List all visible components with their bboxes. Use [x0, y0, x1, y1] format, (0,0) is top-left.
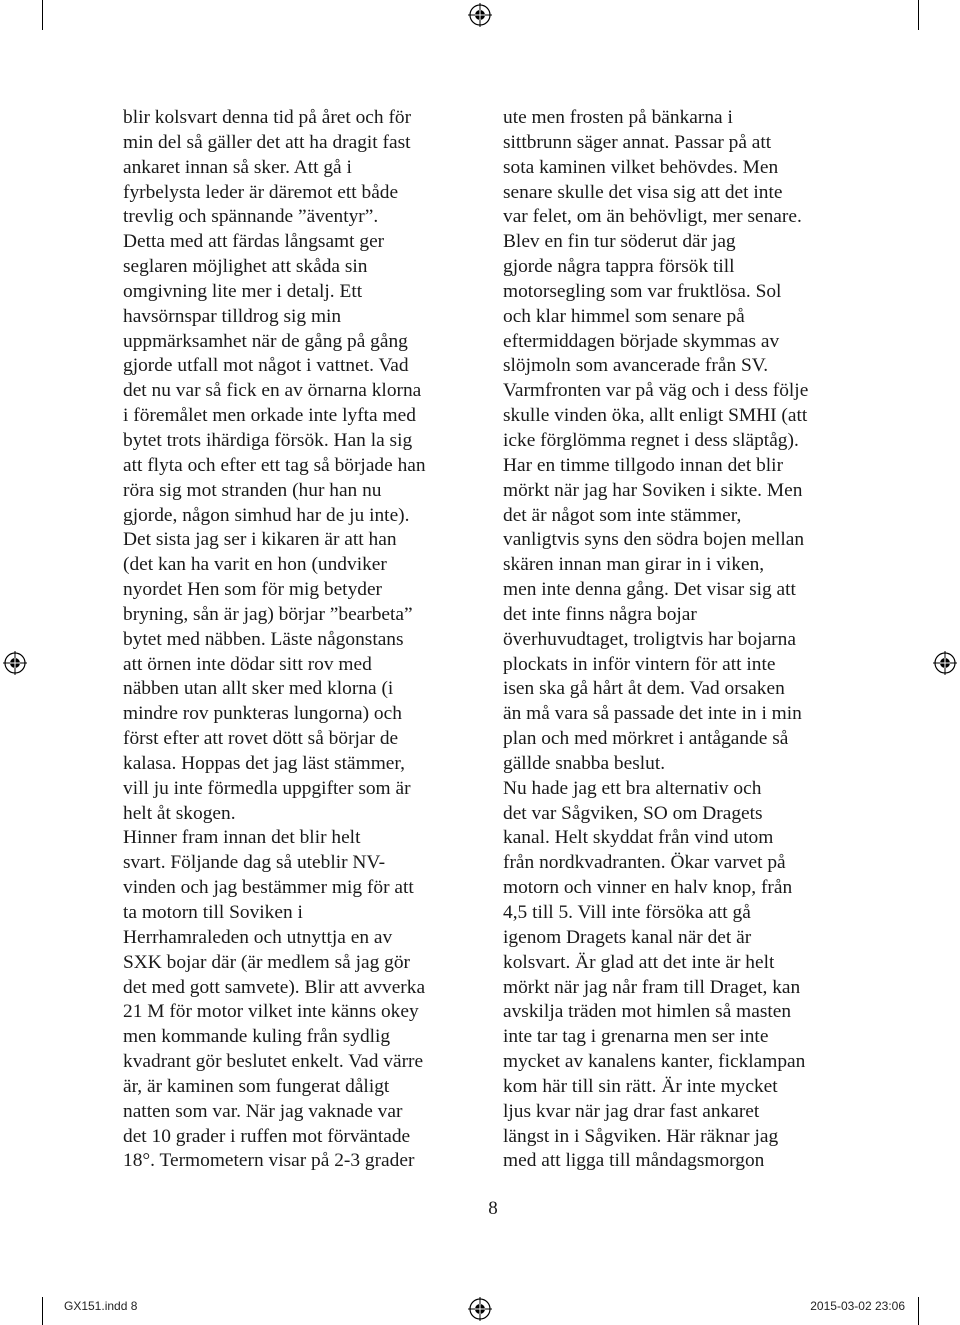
text-line: kom här till sin rätt. Är inte mycket	[503, 1075, 778, 1097]
text-line: svart. Följande dag så uteblir NV-	[123, 852, 386, 874]
text-line: skären innan man girar in i viken,	[503, 554, 765, 576]
text-line: senare skulle det visa sig att det inte	[503, 181, 783, 203]
text-line: seglaren möjlighet att skåda sin	[123, 256, 368, 278]
right-column	[503, 106, 808, 1174]
text-line: näbben utan allt sker med klorna (i	[123, 678, 394, 700]
text-line: men kommande kuling från sydlig	[123, 1026, 391, 1048]
text-line: plockats in inför vintern för att inte	[503, 653, 776, 675]
text-line: Herrhamraleden och utnyttja en av	[123, 926, 393, 948]
text-line: skulle vinden öka, allt enligt SMHI (att	[503, 405, 808, 427]
text-line: men inte denna gång. Det visar sig att	[503, 579, 796, 601]
text-line: eftermiddagen började skymmas av	[503, 330, 780, 352]
text-line: det inte finns några bojar	[503, 603, 697, 625]
text-line: ljus kvar när jag drar fast ankaret	[503, 1100, 760, 1122]
text-line: nyordet Hen som för mig betyder	[123, 579, 383, 601]
text-line: kvadrant gör beslutet enkelt. Vad värre	[123, 1051, 424, 1073]
text-line: mindre rov punkteras lungorna) och	[123, 703, 402, 725]
text-line: motorsegling som var fruktlösa. Sol	[503, 280, 782, 302]
text-line: plan och med mörkret i antågande så	[503, 728, 789, 750]
text-line: icke förglömma regnet i dess släptåg).	[503, 429, 799, 451]
crop-mark-bottom-left	[42, 1297, 43, 1325]
left-column	[123, 106, 426, 1174]
text-line: ta motorn till Soviken i	[123, 902, 303, 923]
text-line: omgivning lite mer i detalj. Ett	[123, 280, 363, 302]
registration-mark-icon	[468, 1297, 492, 1321]
text-line: trevlig och spännande ”äventyr”.	[123, 206, 379, 228]
text-line: kanal. Helt skyddat från vind utom	[503, 827, 774, 849]
text-line: och klar himmel som senare på	[503, 305, 745, 327]
text-line: Hinner fram innan det blir helt	[123, 827, 361, 849]
text-line: motorn och vinner en halv knop, från	[503, 877, 793, 899]
text-line: det var Sågviken, SO om Dragets	[503, 802, 763, 824]
text-line: mycket av kanalens kanter, ficklampan	[503, 1051, 806, 1073]
text-line: gjorde några tappra försök till	[503, 256, 735, 278]
text-line: Detta med att färdas långsamt ger	[123, 231, 385, 253]
text-line: 4,5 till 5. Vill inte försöka att gå	[503, 902, 751, 923]
text-line: min del så gäller det att ha dragit fast	[123, 131, 411, 153]
text-line: att flyta och efter ett tag så började han	[123, 454, 426, 476]
text-line: helt åt skogen.	[123, 802, 236, 824]
text-line: bytet trots ihärdiga försök. Han la sig	[123, 429, 413, 451]
text-line: än må vara så passade det inte in i min	[503, 703, 802, 725]
text-line: bryning, sån är jag) börjar ”bearbeta”	[123, 603, 413, 625]
text-line: var felet, om än behövligt, mer senare.	[503, 206, 802, 228]
text-line: är, är kaminen som fungerat dåligt	[123, 1075, 390, 1097]
text-line: vinden och jag bestämmer mig för att	[123, 877, 414, 899]
text-line: bytet med näbben. Läste någonstans	[123, 628, 404, 650]
text-line: från nordkvadranten. Ökar varvet på	[503, 852, 786, 874]
text-line: natten som var. När jag vaknade var	[123, 1100, 403, 1122]
text-line: det med gott samvete). Blir att avverka	[123, 976, 426, 998]
text-line: kolsvart. Är glad att det inte är helt	[503, 951, 775, 973]
text-line: SXK bojar där (är medlem så jag gör	[123, 951, 410, 973]
text-line: ankaret innan så sker. Att gå i	[123, 156, 352, 178]
text-line: igenom Dragets kanal när det är	[503, 926, 752, 948]
text-line: isen ska gå hårt åt dem. Vad orsaken	[503, 678, 785, 700]
text-line: Nu hade jag ett bra alternativ och	[503, 777, 762, 799]
text-line: att örnen inte dödar sitt rov med	[123, 653, 372, 675]
text-line: 21 M för motor vilket inte känns okey	[123, 1001, 419, 1023]
text-line: Det sista jag ser i kikaren är att han	[123, 529, 397, 551]
text-line: det är något som inte stämmer,	[503, 504, 742, 526]
text-line: (det kan ha varit en hon (undviker	[123, 554, 387, 576]
slug-file-info: GX151.indd 8	[64, 1299, 138, 1313]
text-line: gällde snabba beslut.	[503, 752, 666, 774]
text-line: Varmfronten var på väg och i dess följe	[503, 380, 809, 402]
text-line: fyrbelysta leder är däremot ett både	[123, 181, 399, 203]
text-line: gjorde, någon simhud har de ju inte).	[123, 504, 410, 526]
text-line: havsörnspar tilldrog sig min	[123, 305, 342, 327]
registration-mark-icon	[468, 3, 492, 27]
text-line: sota kaminen vilket behövdes. Men	[503, 156, 779, 178]
text-line: i föremålet men orkade inte lyfta med	[123, 405, 416, 427]
text-line: med att ligga till måndagsmorgon	[503, 1150, 765, 1172]
text-line: sittbrunn säger annat. Passar på att	[503, 131, 772, 153]
text-line: ute men frosten på bänkarna i	[503, 107, 733, 128]
page-number: 8	[488, 1198, 498, 1219]
text-line: vanligtvis syns den södra bojen mellan	[503, 529, 805, 551]
registration-mark-icon	[3, 651, 27, 675]
text-line: Blev en fin tur söderut där jag	[503, 231, 736, 253]
text-line: längst in i Sågviken. Här räknar jag	[503, 1125, 779, 1147]
text-line: mörkt när jag har Soviken i sikte. Men	[503, 479, 803, 501]
text-line: inte tar tag i grenarna men ser inte	[503, 1026, 769, 1048]
text-line: uppmärksamhet när de gång på gång	[123, 330, 408, 352]
text-line: gjorde utfall mot något i vattnet. Vad	[123, 355, 409, 377]
crop-mark-bottom-right	[918, 1297, 919, 1325]
text-line: blir kolsvart denna tid på året och för	[123, 107, 412, 128]
registration-mark-icon	[933, 651, 957, 675]
crop-mark-top-left	[42, 0, 43, 30]
text-line: 18°. Termometern visar på 2-3 grader	[123, 1150, 415, 1172]
text-line: först efter att rovet dött så börjar de	[123, 728, 399, 750]
slug-datetime: 2015-03-02 23:06	[810, 1299, 905, 1313]
text-line: mörkt när jag når fram till Draget, kan	[503, 976, 801, 998]
crop-mark-top-right	[918, 0, 919, 30]
text-line: vill ju inte förmedla uppgifter som är	[123, 777, 411, 799]
text-line: slöjmoln som avancerade från SV.	[503, 355, 769, 377]
text-line: överhuvudtaget, troligtvis har bojarna	[503, 628, 796, 650]
text-line: röra sig mot stranden (hur han nu	[123, 479, 382, 501]
text-line: det nu var så fick en av örnarna klorna	[123, 380, 422, 402]
text-line: avskilja träden mot himlen så masten	[503, 1001, 792, 1023]
text-line: det 10 grader i ruffen mot förväntade	[123, 1125, 411, 1147]
text-line: Har en timme tillgodo innan det blir	[503, 454, 784, 476]
text-line: kalasa. Hoppas det jag läst stämmer,	[123, 752, 405, 774]
